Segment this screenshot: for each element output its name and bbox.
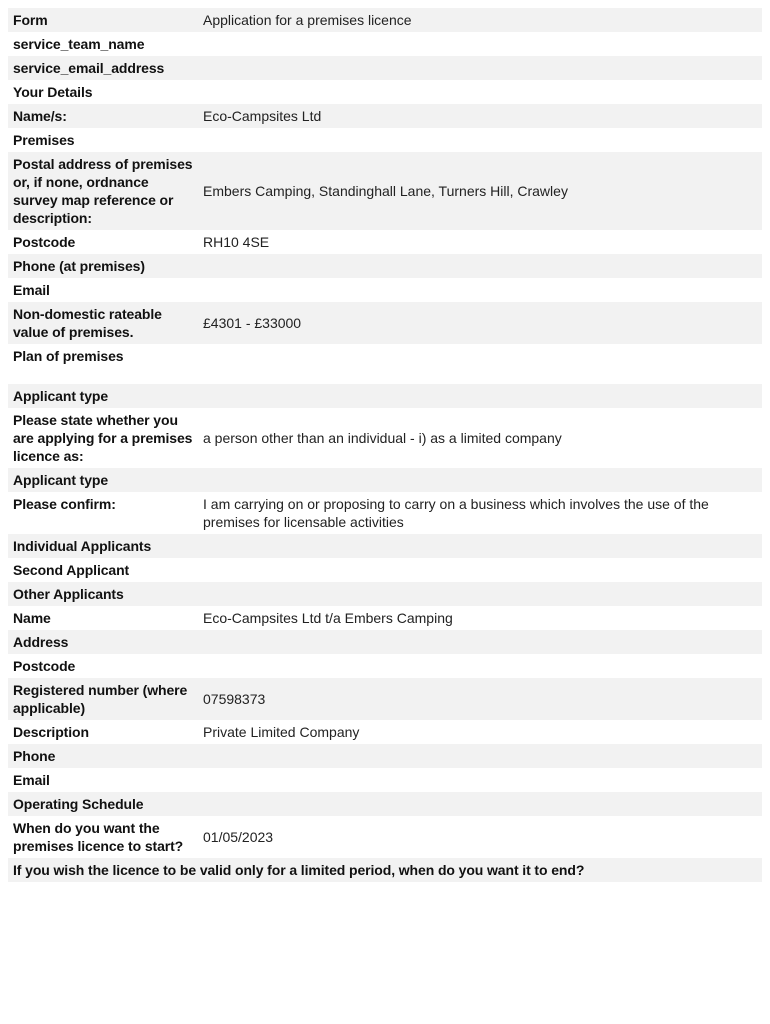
field-value: Application for a premises licence — [198, 8, 762, 32]
field-value — [198, 128, 762, 152]
field-value: a person other than an individual - i) as a limited company — [198, 408, 762, 468]
row-phone — [8, 744, 762, 768]
section-heading: Other Applicants — [8, 582, 198, 606]
row-your-details — [8, 80, 762, 104]
form-summary — [8, 8, 762, 906]
field-label: Name/s: — [8, 104, 198, 128]
field-value — [198, 558, 762, 582]
row-postal-address — [8, 152, 762, 230]
field-value: 01/05/2023 — [198, 816, 762, 858]
row-registered-number — [8, 678, 762, 720]
row-licence-end-question — [8, 858, 762, 882]
field-label: Description — [8, 720, 198, 744]
row-name — [8, 606, 762, 630]
field-label: Email — [8, 768, 198, 792]
section-heading: Individual Applicants — [8, 534, 198, 558]
field-value — [198, 32, 762, 56]
field-label: Please state whether you are applying for a premises licence as: — [8, 408, 198, 468]
row-form — [8, 8, 762, 32]
field-label: Non-domestic rateable value of premises. — [8, 302, 198, 344]
row-applicant-type — [8, 384, 762, 408]
field-value: £4301 - £33000 — [198, 302, 762, 344]
section-heading: Your Details — [8, 80, 198, 104]
field-value — [198, 344, 762, 384]
field-label: Phone (at premises) — [8, 254, 198, 278]
field-value — [8, 882, 762, 906]
row-applicant-type-2 — [8, 468, 762, 492]
field-value — [198, 582, 762, 606]
row-rateable-value — [8, 302, 762, 344]
row-postcode — [8, 230, 762, 254]
row-premises — [8, 128, 762, 152]
field-value — [198, 534, 762, 558]
field-label: Postcode — [8, 230, 198, 254]
section-heading: Second Applicant — [8, 558, 198, 582]
field-label: Plan of premises — [8, 344, 198, 384]
field-label: Phone — [8, 744, 198, 768]
field-label: Please confirm: — [8, 492, 198, 534]
field-value — [198, 80, 762, 104]
row-operating-schedule — [8, 792, 762, 816]
row-plan-of-premises — [8, 344, 762, 384]
section-heading: Applicant type — [8, 384, 198, 408]
row-service-team-name — [8, 32, 762, 56]
row-second-applicant — [8, 558, 762, 582]
field-value — [198, 468, 762, 492]
field-label: service_team_name — [8, 32, 198, 56]
field-value: 07598373 — [198, 678, 762, 720]
field-label: service_email_address — [8, 56, 198, 80]
field-value — [198, 630, 762, 654]
row-address — [8, 630, 762, 654]
field-value — [198, 792, 762, 816]
field-value: RH10 4SE — [198, 230, 762, 254]
row-email — [8, 278, 762, 302]
field-label: Name — [8, 606, 198, 630]
field-label: Postal address of premises or, if none, ordnance survey map reference or description: — [8, 152, 198, 230]
field-value: Embers Camping, Standinghall Lane, Turners Hill, Crawley — [198, 152, 762, 230]
row-names — [8, 104, 762, 128]
field-value — [198, 56, 762, 80]
field-label: If you wish the licence to be valid only for a limited period, when do you want it to end? — [8, 858, 762, 882]
row-postcode-2 — [8, 654, 762, 678]
field-label: Postcode — [8, 654, 198, 678]
field-value: Eco-Campsites Ltd — [198, 104, 762, 128]
row-email-2 — [8, 768, 762, 792]
row-licence-end-answer — [8, 882, 762, 906]
field-value — [198, 744, 762, 768]
field-value — [198, 654, 762, 678]
field-label: Registered number (where applicable) — [8, 678, 198, 720]
field-label: Form — [8, 8, 198, 32]
section-heading: Operating Schedule — [8, 792, 198, 816]
form-details-table — [8, 8, 762, 906]
row-please-confirm — [8, 492, 762, 534]
row-description — [8, 720, 762, 744]
section-heading: Applicant type — [8, 468, 198, 492]
row-other-applicants — [8, 582, 762, 606]
row-licence-start — [8, 816, 762, 858]
field-label: Email — [8, 278, 198, 302]
row-individual-applicants — [8, 534, 762, 558]
field-value: Eco-Campsites Ltd t/a Embers Camping — [198, 606, 762, 630]
field-value — [198, 768, 762, 792]
row-applying-as — [8, 408, 762, 468]
field-label: When do you want the premises licence to start? — [8, 816, 198, 858]
row-phone-at-premises — [8, 254, 762, 278]
field-label: Address — [8, 630, 198, 654]
field-value: I am carrying on or proposing to carry on a business which involves the use of the premises for licensable activities — [198, 492, 762, 534]
field-value — [198, 254, 762, 278]
field-value: Private Limited Company — [198, 720, 762, 744]
row-service-email-address — [8, 56, 762, 80]
section-heading: Premises — [8, 128, 198, 152]
field-value — [198, 278, 762, 302]
field-value — [198, 384, 762, 408]
